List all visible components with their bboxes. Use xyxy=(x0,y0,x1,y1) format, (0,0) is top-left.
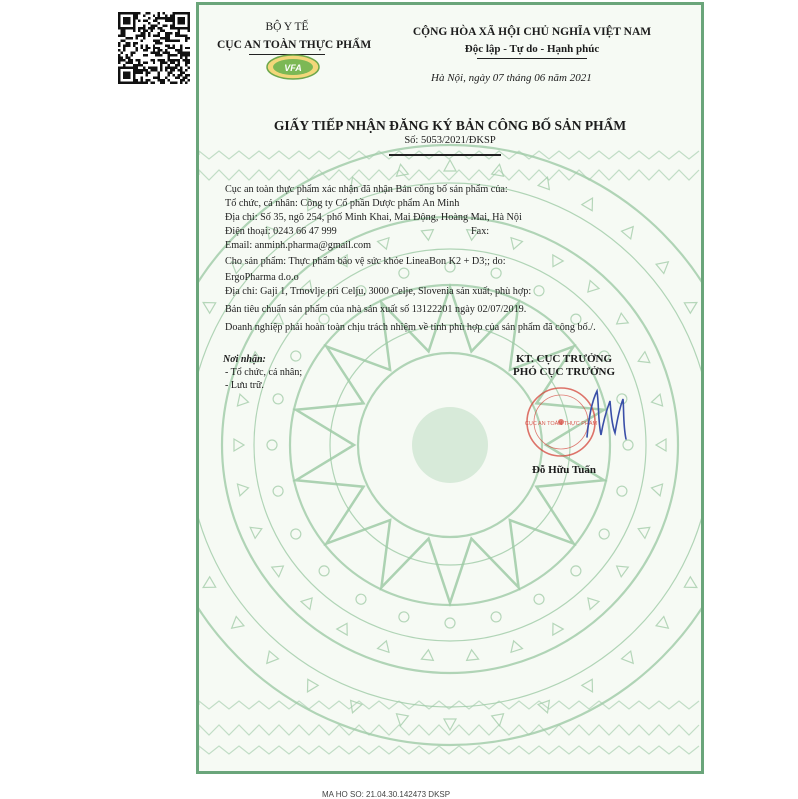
place-date: Hà Nội, ngày 07 tháng 06 năm 2021 xyxy=(431,72,592,84)
recipients-label: Nơi nhận: xyxy=(223,354,266,365)
phone-line: Điện thoại: 0243 66 47 999 xyxy=(225,226,337,237)
document-number: Số: 5053/2021/ĐKSP xyxy=(404,135,496,146)
standard-line: Bản tiêu chuẩn sản phẩm của nhà sản xuất số 13122201 ngày 02/07/2019. xyxy=(225,304,527,315)
title-underline xyxy=(389,154,501,156)
recipient-item: - Tổ chức, cá nhân; xyxy=(225,367,303,378)
motto-underline xyxy=(477,58,587,59)
address-line: Địa chỉ: Số 35, ngõ 254, phố Minh Khai, Mai Động, Hoàng Mai, Hà Nội xyxy=(225,212,522,223)
document-title: GIẤY TIẾP NHẬN ĐĂNG KÝ BẢN CÔNG BỐ SẢN PHẨM xyxy=(273,118,627,133)
ministry-name: BỘ Y TẾ xyxy=(265,21,309,33)
department-name: CỤC AN TOÀN THỰC PHẨM xyxy=(217,39,372,51)
signatory-name: Đỗ Hữu Tuấn xyxy=(531,464,597,476)
intro-line: Cục an toàn thực phẩm xác nhận đã nhận Bản công bố sản phẩm của: xyxy=(225,184,508,195)
signatory-title: KT. CỤC TRƯỞNG xyxy=(515,353,613,365)
manufacturer-address-line: Địa chỉ: Gaji 1, Trnovlje pri Celju, 3000 Celje, Slovenia sản xuất, phù hợp: xyxy=(225,286,532,297)
product-line: Cho sản phẩm: Thực phẩm bảo vệ sức khỏe LineaBon K2 + D3;; do: xyxy=(225,256,506,267)
national-motto: Độc lập - Tự do - Hạnh phúc xyxy=(464,43,600,55)
vfa-logo xyxy=(265,53,321,81)
certificate-document xyxy=(196,2,704,774)
responsibility-line: Doanh nghiệp phải hoàn toàn chịu trách nhiệm về tính phù hợp của sản phẩm đã công bố./. xyxy=(225,322,596,333)
svg-text:CỤC AN TOÀN THỰC PHẨM: CỤC AN TOÀN THỰC PHẨM xyxy=(524,421,598,427)
recipient-item: - Lưu trữ. xyxy=(225,380,264,391)
signature-mark xyxy=(579,385,631,447)
svg-text:VFA: VFA xyxy=(284,63,302,73)
fax-line: Fax: xyxy=(471,226,490,237)
email-line: Email: anminh.pharma@gmail.com xyxy=(225,240,372,251)
country-name: CỘNG HÒA XÃ HỘI CHỦ NGHĨA VIỆT NAM xyxy=(412,26,652,38)
signatory-subtitle: PHÓ CỤC TRƯỞNG xyxy=(512,366,616,378)
qr-code xyxy=(118,12,190,84)
manufacturer-line: ErgoPharma d.o.o xyxy=(225,272,299,283)
dossier-code: MA HO SO: 21.04.30.142473 DKSP xyxy=(322,790,451,799)
organization-line: Tổ chức, cá nhân: Công ty Cổ phần Dược phẩm An Minh xyxy=(225,198,460,209)
